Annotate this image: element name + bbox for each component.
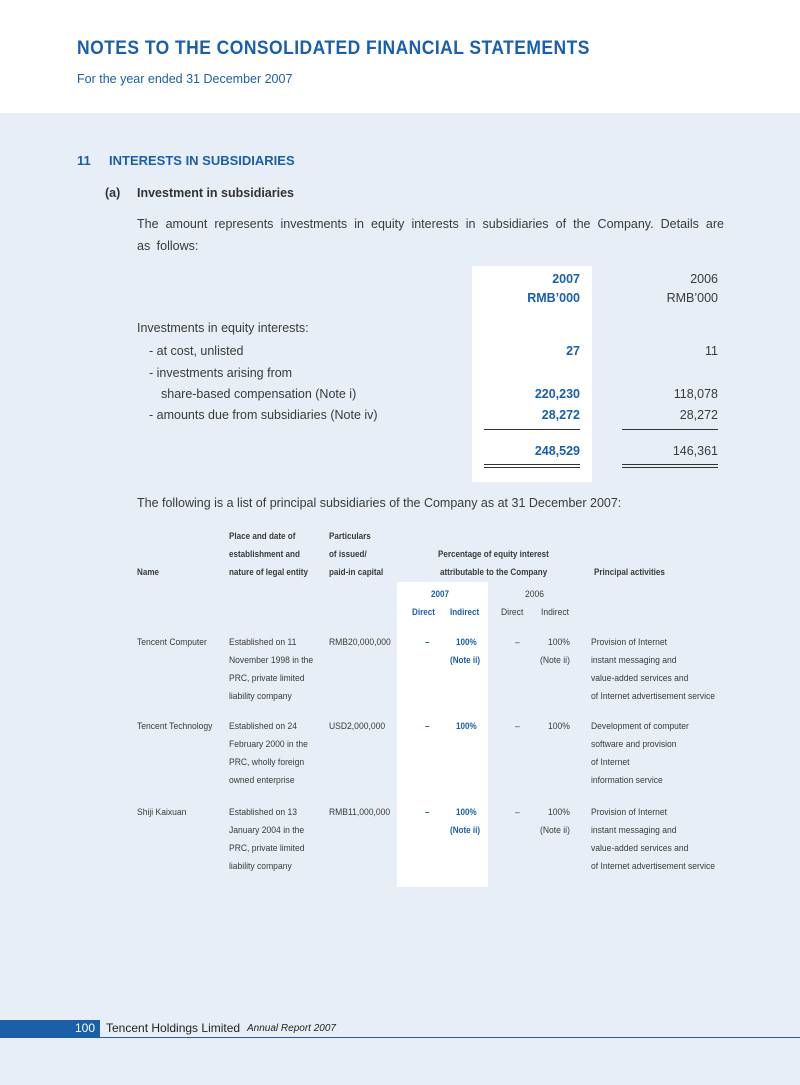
total-rule-2006-b xyxy=(622,467,718,468)
activity-line: value-added services and xyxy=(591,843,689,854)
indirect-2006-note: (Note ii) xyxy=(540,655,570,666)
row-label: share-based compensation (Note i) xyxy=(161,387,357,401)
list-intro: The following is a list of principal subsidiaries of the Company as at 31 December 2007: xyxy=(137,496,622,510)
footer-company: Tencent Holdings Limited xyxy=(106,1021,241,1035)
direct-2007: – xyxy=(425,807,430,818)
activity-line: of Internet advertisement service xyxy=(591,691,716,702)
subsidiary-place-line: Established on 24 xyxy=(229,721,297,732)
total-rule-2006-a xyxy=(622,464,718,465)
activity-line: software and provision xyxy=(591,739,677,750)
subsection-label: (a) xyxy=(105,186,121,200)
direct-2007: – xyxy=(425,721,430,732)
value-2006: 11 xyxy=(705,344,718,358)
total-rule-2007-b xyxy=(484,467,580,468)
col-2006-year: 2006 xyxy=(690,272,718,286)
activity-line: information service xyxy=(591,775,663,786)
header-place-3: nature of legal entity xyxy=(229,567,308,578)
subtotal-rule-2006 xyxy=(622,429,718,430)
activity-line: Development of computer xyxy=(591,721,689,732)
direct-2006: – xyxy=(515,721,520,732)
header-indirect-2006: Indirect xyxy=(541,607,570,618)
header-year-2007: 2007 xyxy=(431,589,449,600)
subsidiary-capital: USD2,000,000 xyxy=(329,721,386,732)
col-2006-unit: RMB’000 xyxy=(666,291,718,305)
subsidiary-capital: RMB20,000,000 xyxy=(329,637,391,648)
header-pct-2: attributable to the Company xyxy=(440,567,548,578)
total-2006: 146,361 xyxy=(672,444,718,458)
header-year-2006: 2006 xyxy=(525,589,545,600)
header-capital-1: Particulars xyxy=(329,531,371,542)
direct-2006: – xyxy=(515,637,520,648)
activity-line: value-added services and xyxy=(591,673,689,684)
indirect-2007: 100% xyxy=(456,807,477,818)
indirect-2007: 100% xyxy=(456,721,477,732)
subtotal-rule-2007 xyxy=(484,429,580,430)
subsection-title: Investment in subsidiaries xyxy=(137,186,294,200)
total-2007: 248,529 xyxy=(534,444,580,458)
value-2007: 28,272 xyxy=(541,408,580,422)
header-place-1: Place and date of xyxy=(229,531,296,542)
activity-line: Provision of Internet xyxy=(591,637,668,648)
direct-2006: – xyxy=(515,807,520,818)
subsidiary-place-line: owned enterprise xyxy=(229,775,295,786)
page-title: NOTES TO THE CONSOLIDATED FINANCIAL STATEMENTS xyxy=(77,38,590,59)
indirect-2006: 100% xyxy=(548,807,570,818)
indirect-2006: 100% xyxy=(548,721,570,732)
subsidiary-place-line: PRC, private limited xyxy=(229,843,305,854)
subsidiary-place-line: PRC, wholly foreign xyxy=(229,757,305,768)
indirect-2006-note: (Note ii) xyxy=(540,825,570,836)
header-place-2: establishment and xyxy=(229,549,300,560)
row-label: Investments in equity interests: xyxy=(137,321,309,335)
header-pct-1: Percentage of equity interest xyxy=(438,549,549,560)
subsidiary-place-line: February 2000 in the xyxy=(229,739,308,750)
header-name: Name xyxy=(137,567,159,578)
section-title: INTERESTS IN SUBSIDIARIES xyxy=(109,153,295,168)
footer-rule xyxy=(0,1037,800,1038)
subsidiary-place-line: liability company xyxy=(229,691,292,702)
indirect-2007: 100% xyxy=(456,637,477,648)
value-2006: 118,078 xyxy=(673,387,718,401)
col-2007-unit: RMB’000 xyxy=(527,291,580,305)
header-activities: Principal activities xyxy=(594,567,665,578)
subsidiary-place-line: PRC, private limited xyxy=(229,673,305,684)
subsidiary-place-line: November 1998 in the xyxy=(229,655,314,666)
activity-line: of Internet advertisement service xyxy=(591,861,716,872)
header-direct-2006: Direct xyxy=(501,607,524,618)
col-2007-year: 2007 xyxy=(552,272,580,286)
subsidiary-place-line: liability company xyxy=(229,861,292,872)
subsidiary-place-line: Established on 13 xyxy=(229,807,297,818)
highlight-column-2007-pct xyxy=(397,582,488,887)
activity-line: Provision of Internet xyxy=(591,807,668,818)
header-indirect-2007: Indirect xyxy=(450,607,480,618)
intro-paragraph: The amount represents investments in equity interests in subsidiaries of the Company. Details are as follows: xyxy=(137,217,724,253)
row-label: - investments arising from xyxy=(149,366,293,380)
section-number: 11 xyxy=(77,153,91,168)
page-number: 100 xyxy=(75,1021,96,1035)
indirect-2007-note: (Note ii) xyxy=(450,825,481,836)
header-direct-2007: Direct xyxy=(412,607,435,618)
subsidiary-capital: RMB11,000,000 xyxy=(329,807,391,818)
direct-2007: – xyxy=(425,637,430,648)
value-2007: 27 xyxy=(566,344,580,358)
subsidiary-name: Tencent Computer xyxy=(137,637,207,648)
value-2007: 220,230 xyxy=(534,387,580,401)
footer-report: Annual Report 2007 xyxy=(247,1023,336,1034)
subsidiary-name: Tencent Technology xyxy=(137,721,213,732)
subsection-heading xyxy=(105,186,294,200)
indirect-2006: 100% xyxy=(548,637,570,648)
indirect-2007-note: (Note ii) xyxy=(450,655,481,666)
page-subtitle: For the year ended 31 December 2007 xyxy=(77,72,293,86)
section-heading xyxy=(77,153,295,168)
header-capital-2: of issued/ xyxy=(329,549,367,560)
row-label: - amounts due from subsidiaries (Note iv) xyxy=(149,408,378,422)
row-label: - at cost, unlisted xyxy=(149,344,244,358)
activity-line: instant messaging and xyxy=(591,655,677,666)
subsidiary-place-line: Established on 11 xyxy=(229,637,297,648)
header-capital-3: paid-in capital xyxy=(329,567,384,578)
value-2006: 28,272 xyxy=(679,408,718,422)
subsidiary-name: Shiji Kaixuan xyxy=(137,807,187,818)
activity-line: instant messaging and xyxy=(591,825,677,836)
total-rule-2007-a xyxy=(484,464,580,465)
subsidiary-place-line: January 2004 in the xyxy=(229,825,305,836)
activity-line: of Internet xyxy=(591,757,630,768)
